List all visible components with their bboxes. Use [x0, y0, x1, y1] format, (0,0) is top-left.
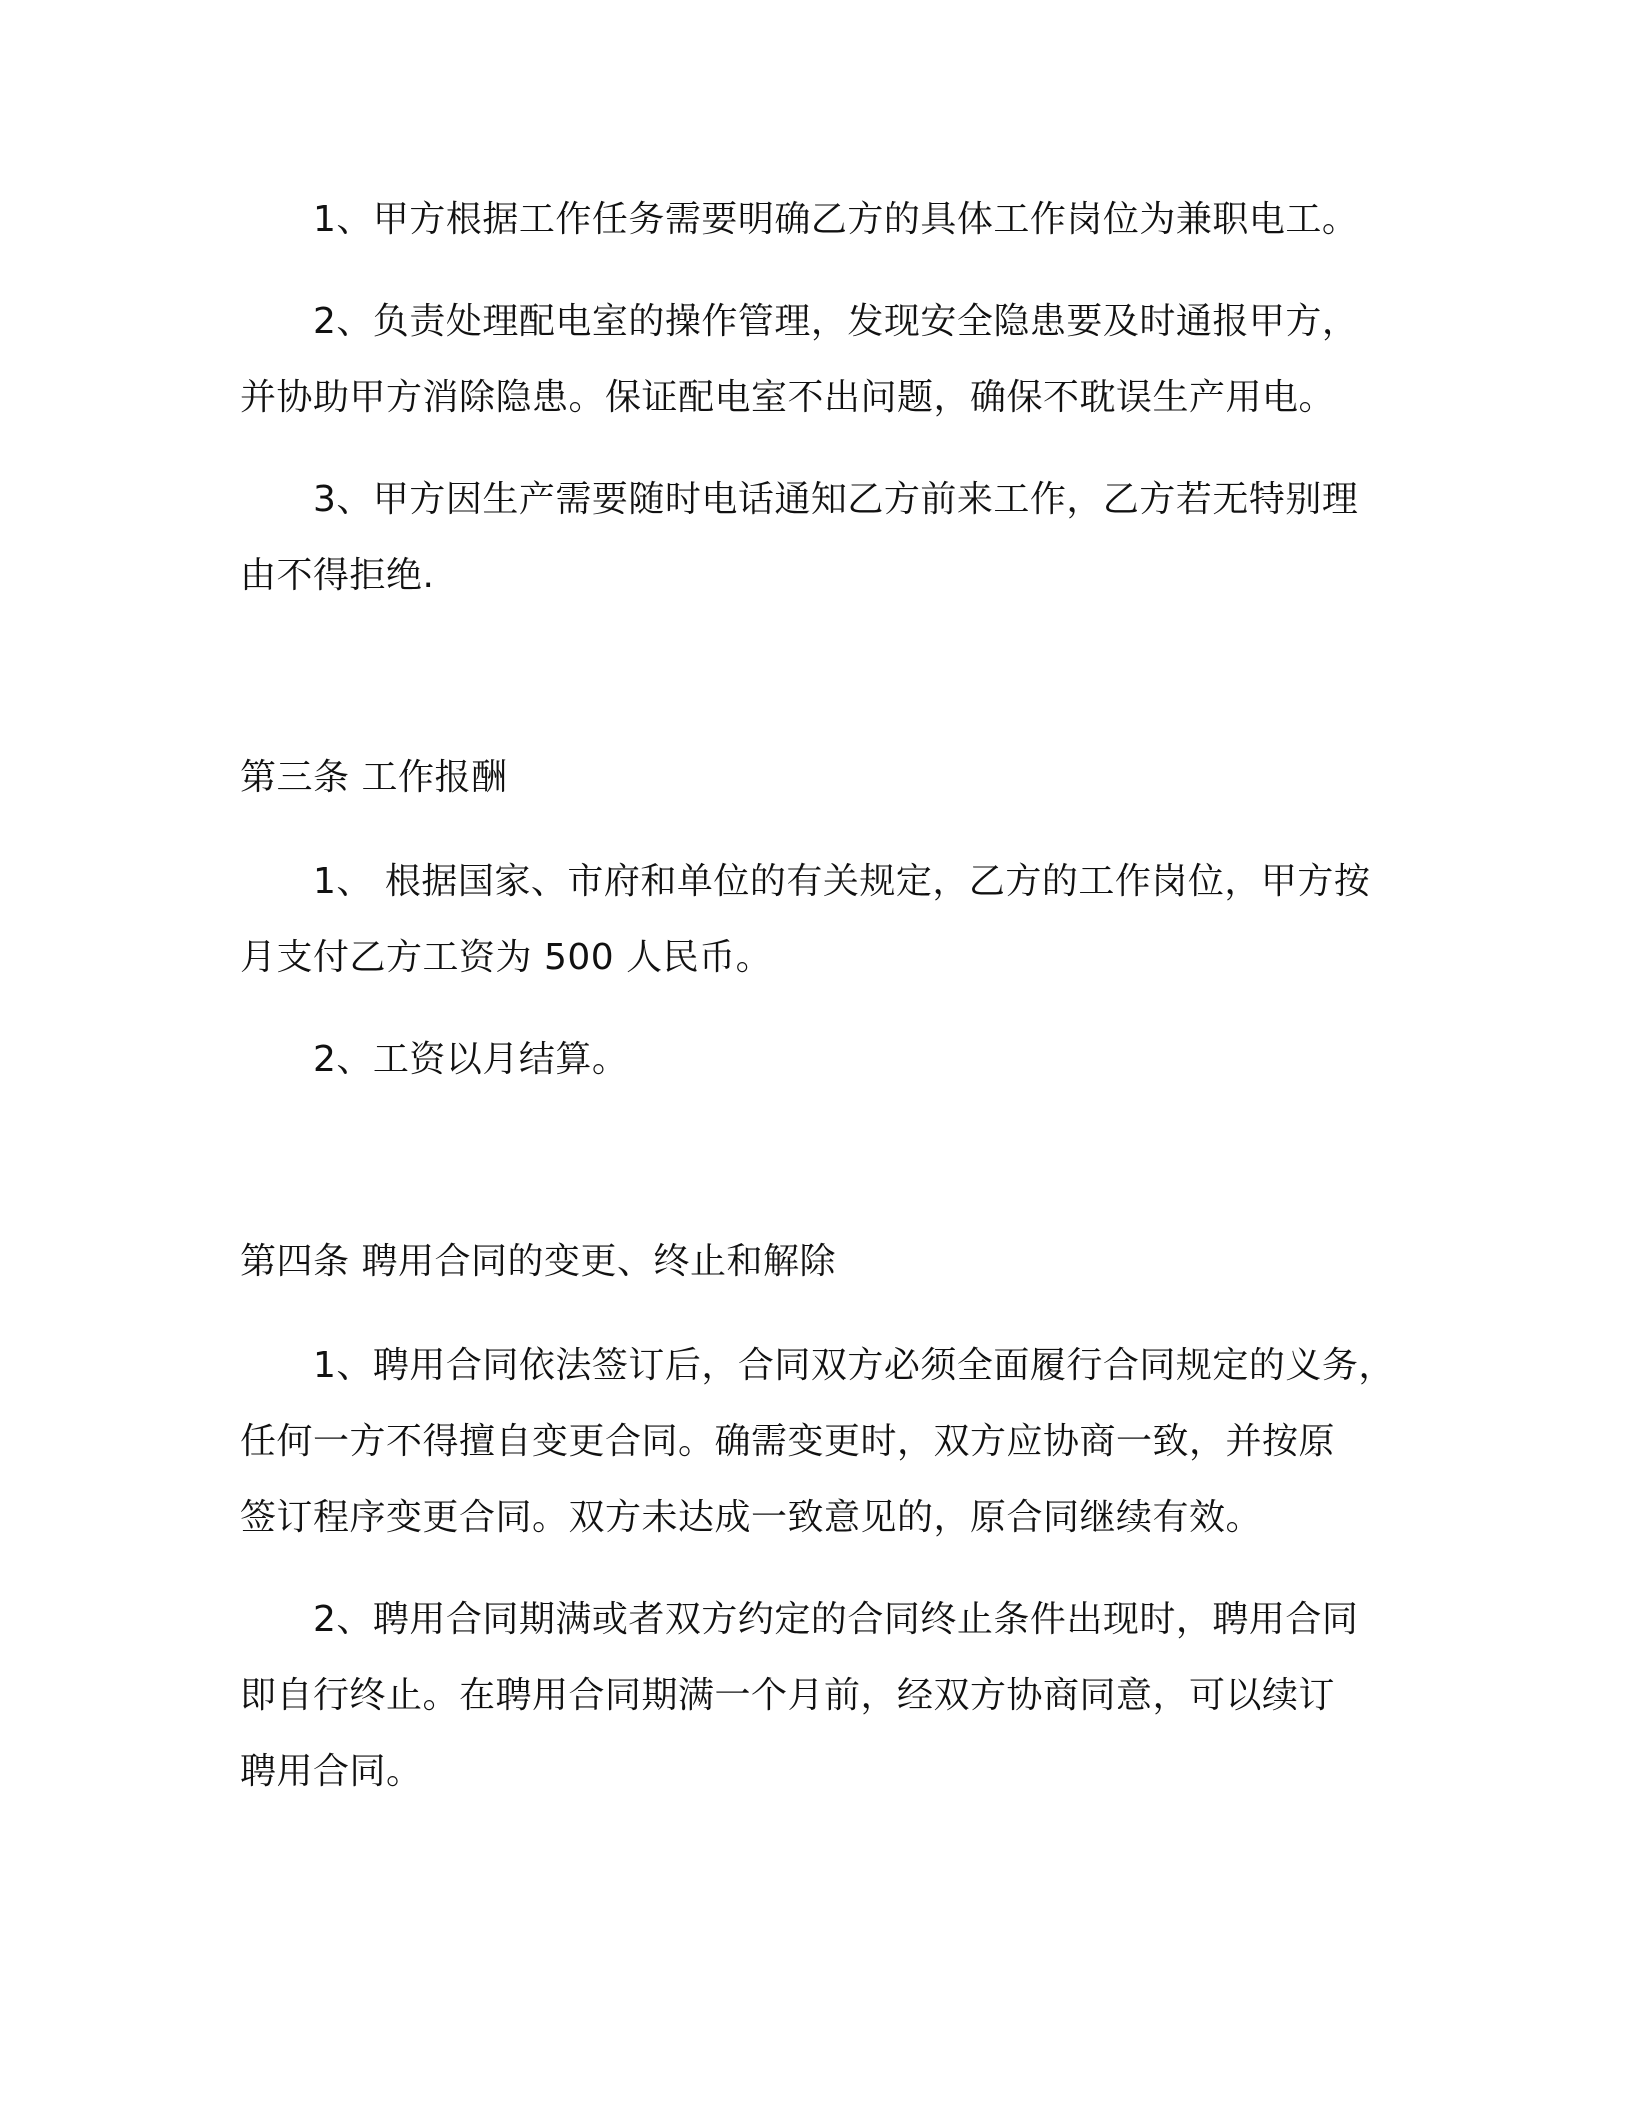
section3-heading: 第三条 工作报酬 [240, 757, 508, 798]
s4-item-1-line-3: 签订程序变更合同。双方未达成一致意见的，原合同继续有效。 [240, 1497, 1263, 1538]
s2-item-1-line-1: 1、甲方根据工作任务需要明确乙方的具体工作岗位为兼职电工。 [313, 199, 1359, 240]
s3-item-1-line-2: 月支付乙方工资为 500 人民币。 [240, 937, 773, 978]
s4-item-2-line-2: 即自行终止。在聘用合同期满一个月前，经双方协商同意，可以续订 [240, 1675, 1336, 1716]
s3-item-1-line-1: 1、 根据国家、市府和单位的有关规定，乙方的工作岗位，甲方按 [313, 861, 1371, 902]
s2-item-2-line-1: 2、负责处理配电室的操作管理，发现安全隐患要及时通报甲方， [313, 301, 1359, 342]
s2-item-3-line-1: 3、甲方因生产需要随时电话通知乙方前来工作，乙方若无特别理 [313, 479, 1359, 520]
s4-item-2-line-1: 2、聘用合同期满或者双方约定的合同终止条件出现时，聘用合同 [313, 1599, 1359, 1640]
s2-item-3-line-2: 由不得拒绝. [240, 555, 435, 596]
s4-item-2-line-3: 聘用合同。 [240, 1751, 423, 1792]
s4-item-1-line-1: 1、聘用合同依法签订后，合同双方必须全面履行合同规定的义务， [313, 1345, 1395, 1386]
section4-heading: 第四条 聘用合同的变更、终止和解除 [240, 1241, 836, 1282]
s2-item-2-line-2: 并协助甲方消除隐患。保证配电室不出问题，确保不耽误生产用电。 [240, 377, 1336, 418]
s3-item-2-line-1: 2、工资以月结算。 [313, 1039, 629, 1080]
s4-item-1-line-2: 任何一方不得擅自变更合同。确需变更时，双方应协商一致，并按原 [240, 1421, 1336, 1462]
